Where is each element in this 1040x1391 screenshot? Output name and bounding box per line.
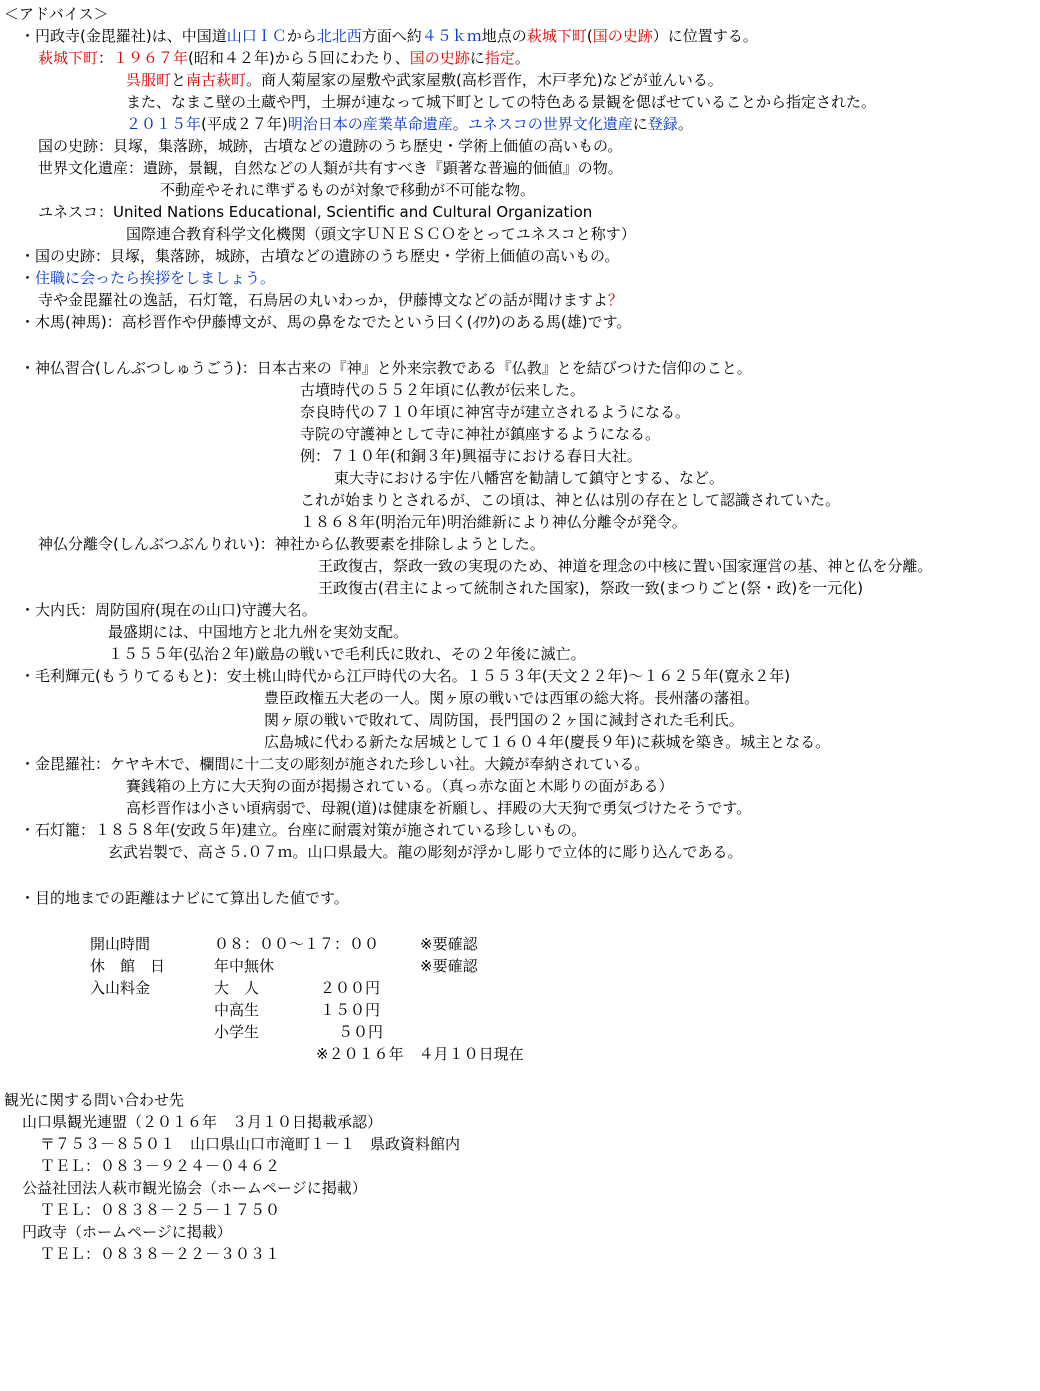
text-segment: ０８：００～１７：００	[214, 935, 380, 953]
text-segment: 入山料金	[90, 979, 151, 997]
text-line	[90, 955, 165, 977]
text-segment: ユネスコ：United Nations Educational, Scientific and Cultural Organization	[38, 203, 593, 221]
text-line	[90, 977, 150, 999]
text-segment: ５０円	[338, 1023, 384, 1041]
text-segment: 国の史跡	[409, 49, 470, 67]
text-line	[420, 933, 478, 955]
text-segment: ※要確認	[420, 935, 478, 953]
text-line	[38, 135, 622, 157]
text-line	[108, 841, 742, 863]
text-line	[90, 933, 150, 955]
text-segment: から	[286, 27, 317, 45]
text-segment: 中高生	[214, 1001, 260, 1019]
text-segment: 開山時間	[90, 935, 151, 953]
text-segment: 年中無休	[214, 957, 275, 975]
text-line	[20, 887, 349, 909]
text-segment: 奈良時代の７１０年頃に神宮寺が建立されるようになる。	[300, 403, 691, 421]
text-segment: 住職に会ったら挨拶をしましょう。	[35, 269, 276, 287]
text-line	[126, 91, 876, 113]
text-segment: ＴＥＬ：０８３８－２５－１７５０	[40, 1201, 281, 1219]
text-segment: 古墳時代の５５２年頃に仏教が伝来した。	[300, 381, 586, 399]
text-segment: 大 人	[214, 979, 260, 997]
text-line	[300, 379, 585, 401]
text-segment: 萩城下町	[526, 27, 587, 45]
text-segment: と	[171, 71, 187, 89]
text-segment: ＴＥＬ：０８３８－２２－３０３１	[40, 1245, 281, 1263]
text-line	[20, 753, 649, 775]
text-segment: ・	[20, 269, 36, 287]
text-segment: に	[632, 115, 648, 133]
text-segment: ・金毘羅社：ケヤキ木で、欄間に十二支の彫刻が施された珍しい社。大鏡が奉納されている。	[20, 755, 650, 773]
text-segment: 山口県観光連盟（２０１６年 ３月１０日掲載承認）	[22, 1113, 383, 1131]
text-segment: 。	[452, 115, 468, 133]
text-segment: 登録	[647, 115, 678, 133]
text-segment: 南古萩町	[186, 71, 247, 89]
text-line	[40, 1199, 280, 1221]
text-segment: 呉服町	[126, 71, 172, 89]
text-line	[108, 621, 408, 643]
text-line	[300, 445, 642, 467]
text-segment: ※２０１６年 ４月１０日現在	[316, 1045, 524, 1063]
text-line	[40, 1243, 280, 1265]
text-line	[20, 245, 619, 267]
text-segment: 山口ＩＣ	[226, 27, 287, 45]
text-line	[320, 999, 380, 1021]
text-line	[126, 223, 636, 245]
text-line	[20, 819, 586, 841]
text-line	[20, 267, 275, 289]
text-line	[214, 933, 379, 955]
text-segment: 円政寺（ホームページに掲載）	[22, 1223, 232, 1241]
text-line	[38, 47, 530, 69]
text-segment: ＜アドバイス＞	[4, 5, 109, 23]
text-line	[38, 289, 623, 311]
text-line	[4, 3, 109, 25]
text-segment: 明治日本の産業革命遺産	[287, 115, 453, 133]
text-line	[40, 1133, 460, 1155]
text-segment: 休 館 日	[90, 957, 166, 975]
text-line	[38, 157, 623, 179]
text-segment: ・神仏習合(しんぶつしゅうごう)：日本古来の『神』と外来宗教である『仏教』とを結びつけた信仰のこと。	[20, 359, 752, 377]
text-segment: ・大内氏：周防国府(現在の山口)守護大名。	[20, 601, 317, 619]
text-segment: 公益社団法人萩市観光協会（ホームページに掲載）	[22, 1179, 367, 1197]
text-line	[126, 775, 674, 797]
text-line	[126, 113, 693, 135]
text-segment: これが始まりとされるが、この頃は、神と仏は別の存在として認識されていた。	[300, 491, 841, 509]
text-segment: また、なまこ壁の土蔵や門，土塀が連なって城下町としての特色ある景観を偲ばせていることから指定された。	[126, 93, 877, 111]
text-line	[214, 955, 274, 977]
text-segment: (平成２７年)	[201, 115, 288, 133]
text-segment: ＴＥＬ：０８３－９２４－０４６２	[40, 1157, 281, 1175]
text-line	[40, 1155, 280, 1177]
text-line	[334, 467, 724, 489]
text-segment: 豊臣政権五大老の一人。関ヶ原の戦いでは西軍の総大将。長州藩の藩祖。	[264, 689, 760, 707]
text-segment: 萩城下町	[38, 49, 99, 67]
text-segment: １５０円	[320, 1001, 381, 1019]
text-segment: 国の史跡	[592, 27, 653, 45]
text-line	[108, 643, 586, 665]
text-segment: ）に位置する。	[652, 27, 758, 45]
text-line	[420, 955, 478, 977]
text-segment: 王政復古(君主によって統制された国家)，祭政一致(まつりごと(祭・政)を一元化)	[318, 579, 864, 597]
text-line	[300, 401, 690, 423]
text-segment: ・毛利輝元(もうりてるもと)：安土桃山時代から江戸時代の大名。１５５３年(天文２２年)～１６２５年(寛永２年)	[20, 667, 791, 685]
text-segment: 王政復古，祭政一致の実現のため、神道を理念の中核に置い国家運営の基、神と仏を分離。	[318, 557, 933, 575]
text-line	[38, 201, 592, 223]
text-segment: 指定	[484, 49, 515, 67]
text-segment: 賽銭箱の上方に大天狗の面が掲揚されている。（真っ赤な面と木彫りの面がある）	[126, 777, 674, 795]
text-line	[318, 577, 863, 599]
text-segment: 神仏分離令(しんぶつぶんりれい)：神社から仏教要素を排除しようとした。	[38, 535, 545, 553]
text-segment: ４５ｋｍ	[421, 27, 482, 45]
text-segment: 寺や金毘羅社の逸話，石灯篭，石鳥居の丸いわっか，伊藤博文などの話が聞けますよ	[38, 291, 608, 309]
text-segment: 不動産やそれに準ずるものが対象で移動が不可能な物。	[160, 181, 536, 199]
text-line	[126, 797, 751, 819]
text-segment: 。	[677, 115, 693, 133]
text-segment: 国際連合教育科学文化機関（頭文字ＵＮＥＳＣＯをとってユネスコと称す）	[126, 225, 636, 243]
text-segment: ユネスコの世界文化遺産	[467, 115, 633, 133]
text-segment: 関ヶ原の戦いで敗れて、周防国，長門国の２ヶ国に減封された毛利氏。	[264, 711, 744, 729]
text-line	[316, 1043, 524, 1065]
text-segment: ？	[607, 291, 623, 309]
text-segment: 国の史跡：貝塚，集落跡，城跡，古墳などの遺跡のうち歴史・学術上価値の高いもの。	[38, 137, 623, 155]
text-line	[300, 511, 687, 533]
text-segment: ・国の史跡：貝塚，集落跡，城跡，古墳などの遺跡のうち歴史・学術上価値の高いもの。	[20, 247, 620, 265]
text-segment: 〒７５３－８５０１ 山口県山口市滝町１－１ 県政資料館内	[40, 1135, 461, 1153]
text-line	[22, 1111, 382, 1133]
text-segment: ２０１５年	[126, 115, 202, 133]
text-segment: １５５５年(弘治２年)厳島の戦いで毛利氏に敗れ、その２年後に滅亡。	[108, 645, 586, 663]
text-line	[20, 25, 758, 47]
text-segment: 寺院の守護神として寺に神社が鎮座するようになる。	[300, 425, 661, 443]
text-line	[20, 665, 790, 687]
text-segment: 玄武岩製で、高さ５.０７ｍ。山口県最大。龍の彫刻が浮かし彫りで立体的に彫り込んである。	[108, 843, 743, 861]
text-segment: １９６７年	[113, 49, 189, 67]
text-line	[264, 687, 759, 709]
text-segment: ・円政寺(金毘羅社)は、中国道	[20, 27, 227, 45]
text-segment: 例：７１０年(和銅３年)興福寺における春日大社。	[300, 447, 642, 465]
text-line	[38, 533, 545, 555]
text-line	[300, 489, 840, 511]
text-line	[214, 977, 259, 999]
text-segment: ※要確認	[420, 957, 478, 975]
text-line	[126, 69, 723, 91]
text-segment: 地点の	[481, 27, 527, 45]
text-segment: 東大寺における宇佐八幡宮を勧請して鎮守とする、など。	[334, 469, 725, 487]
text-line	[264, 709, 744, 731]
text-segment: に	[469, 49, 485, 67]
text-segment: 観光に関する問い合わせ先	[4, 1091, 185, 1109]
text-segment: ・石灯籠：１８５８年(安政５年)建立。台座に耐震対策が施されている珍しいもの。	[20, 821, 587, 839]
text-segment: 最盛期には、中国地方と北九州を実効支配。	[108, 623, 409, 641]
text-line	[264, 731, 830, 753]
text-segment: 世界文化遺産：遺跡，景観，自然などの人類が共有すべき『顕著な普遍的価値』の物。	[38, 159, 623, 177]
text-segment: 北北西	[316, 27, 362, 45]
text-line	[20, 599, 317, 621]
text-segment: 方面へ約	[361, 27, 422, 45]
text-segment: 広島城に代わる新たな居城として１６０４年(慶長９年)に萩城を築き。城主となる。	[264, 733, 831, 751]
text-segment: 高杉晋作は小さい頃病弱で、母親(道)は健康を祈願し、拝殿の大天狗で勇気づけたそうです。	[126, 799, 752, 817]
text-line	[300, 423, 660, 445]
text-line	[318, 555, 932, 577]
text-line	[320, 977, 380, 999]
text-segment: ・木馬(神馬)：高杉晋作や伊藤博文が、馬の鼻をなでたという曰く(ｲﾜｸ)のある馬(雄)です。	[20, 313, 632, 331]
text-segment: １８６８年(明治元年)明治維新により神仏分離令が発令。	[300, 513, 687, 531]
text-line	[160, 179, 535, 201]
text-segment: 。商人菊屋家の屋敷や武家屋敷(高杉晋作，木戸孝允)などが並んいる。	[246, 71, 723, 89]
text-segment: ：	[98, 49, 114, 67]
text-line	[214, 1021, 259, 1043]
text-line	[338, 1021, 383, 1043]
text-line	[20, 357, 752, 379]
text-line	[22, 1177, 367, 1199]
text-segment: ２００円	[320, 979, 381, 997]
text-line	[4, 1089, 184, 1111]
text-segment: 。	[514, 49, 530, 67]
text-segment: (昭和４２年)から５回にわたり、	[188, 49, 410, 67]
text-segment: ・目的地までの距離はナビにて算出した値です。	[20, 889, 349, 907]
text-line	[20, 311, 631, 333]
text-segment: (	[586, 27, 593, 45]
text-line	[22, 1221, 232, 1243]
text-segment: 小学生	[214, 1023, 260, 1041]
text-line	[214, 999, 259, 1021]
